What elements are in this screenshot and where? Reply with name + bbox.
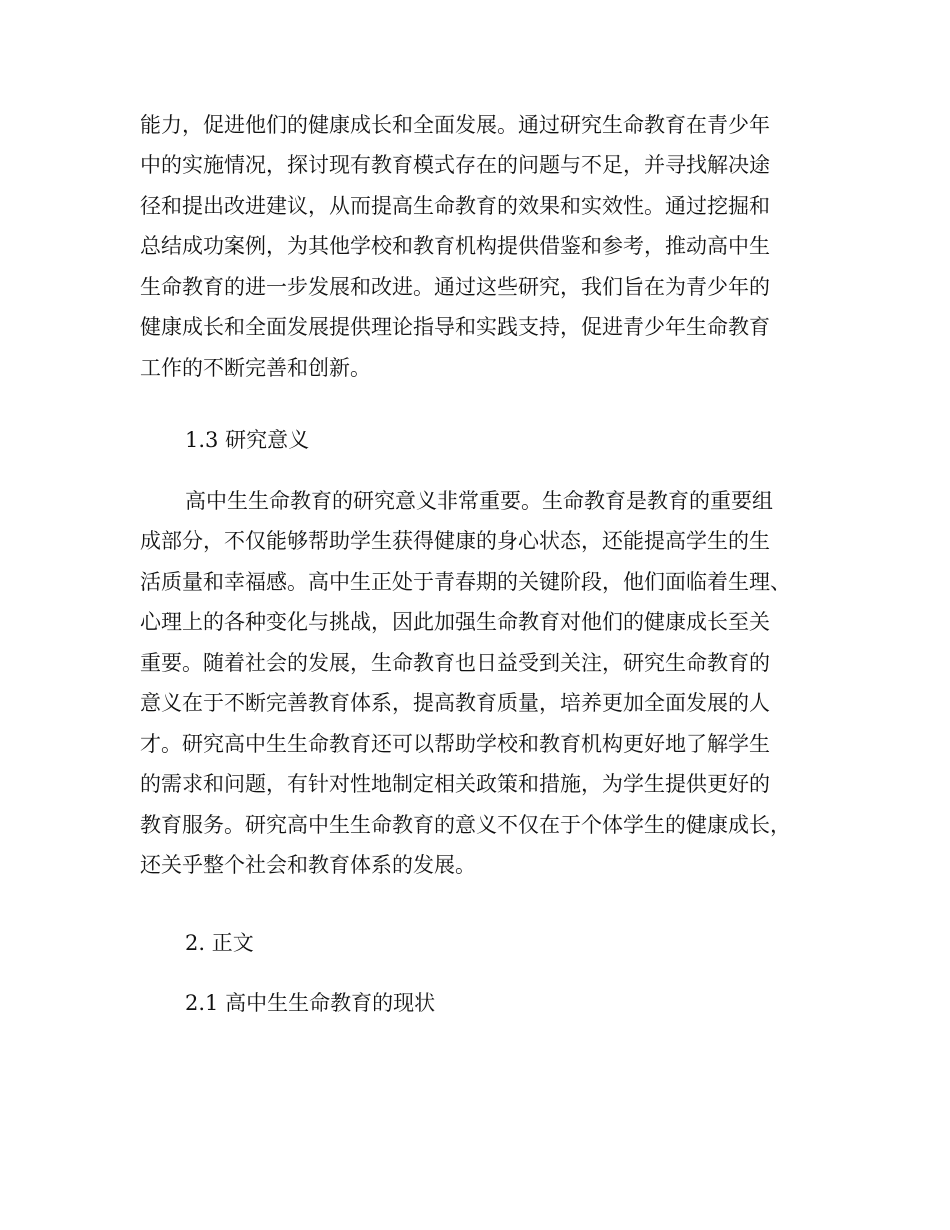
paragraph-1-line: 工作的不断完善和创新。 <box>140 356 371 380</box>
paragraph-1-line: 总结成功案例，为其他学校和教育机构提供借鉴和参考，推动高中生 <box>140 234 770 258</box>
paragraph-2-line: 成部分，不仅能够帮助学生获得健康的身心状态，还能提高学生的生 <box>140 529 770 553</box>
paragraph-1-line: 生命教育的进一步发展和改进。通过这些研究，我们旨在为青少年的 <box>140 275 770 299</box>
paragraph-2-line: 才。研究高中生生命教育还可以帮助学校和教育机构更好地了解学生 <box>140 732 770 756</box>
paragraph-1-line: 中的实施情况，探讨现有教育模式存在的问题与不足，并寻找解决途 <box>140 153 770 177</box>
paragraph-2-line: 心理上的各种变化与挑战，因此加强生命教育对他们的健康成长至关 <box>140 610 770 634</box>
paragraph-2-line: 的需求和问题，有针对性地制定相关政策和措施，为学生提供更好的 <box>140 772 770 796</box>
section-heading-2: 2. 正文 <box>185 931 254 955</box>
paragraph-2-line: 高中生生命教育的研究意义非常重要。生命教育是教育的重要组 <box>185 489 773 513</box>
paragraph-1-line: 健康成长和全面发展提供理论指导和实践支持，促进青少年生命教育 <box>140 315 770 339</box>
paragraph-1-line: 能力，促进他们的健康成长和全面发展。通过研究生命教育在青少年 <box>140 113 770 137</box>
paragraph-1-line: 径和提出改进建议，从而提高生命教育的效果和实效性。通过挖掘和 <box>140 194 770 218</box>
paragraph-2-line: 还关乎整个社会和教育体系的发展。 <box>140 853 476 877</box>
paragraph-2-line: 教育服务。研究高中生生命教育的意义不仅在于个体学生的健康成长， <box>140 813 791 837</box>
section-heading-2-1: 2.1 高中生生命教育的现状 <box>185 991 436 1015</box>
paragraph-2-line: 重要。随着社会的发展，生命教育也日益受到关注，研究生命教育的 <box>140 651 770 675</box>
paragraph-2-line: 意义在于不断完善教育体系，提高教育质量，培养更加全面发展的人 <box>140 691 770 715</box>
paragraph-2-line: 活质量和幸福感。高中生正处于青春期的关键阶段，他们面临着生理、 <box>140 570 791 594</box>
section-heading-1-3: 1.3 研究意义 <box>185 428 310 452</box>
